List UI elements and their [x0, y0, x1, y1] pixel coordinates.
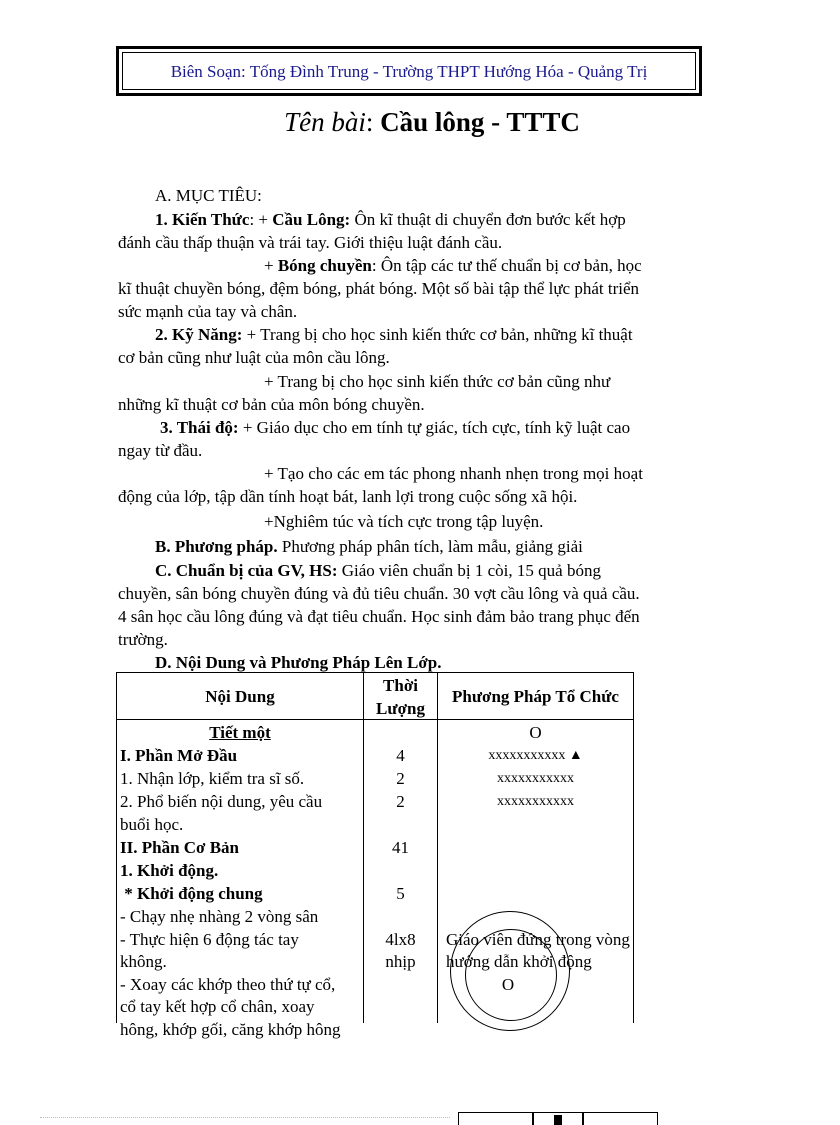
k1-colon: : +: [249, 210, 273, 229]
col-header-time-1: Thời: [383, 676, 418, 695]
col-header-content: Nội Dung: [205, 687, 275, 706]
k3b-line2: động của lớp, tập dần tính hoạt bát, lanh lợi trong cuộc sống xã hội.: [118, 487, 578, 506]
k1b-line3: sức mạnh của tay và chân.: [118, 302, 298, 321]
row-content: I. Phần Mở Đầu: [120, 746, 238, 765]
row-time: 4: [396, 746, 405, 765]
k2-label: 2. Kỹ Năng:: [155, 325, 243, 344]
page-title: [24, 106, 840, 138]
row-content: Tiết một: [209, 723, 271, 742]
section-c-line2: chuyền, sân bóng chuyền đúng và đủ tiêu chuẩn. 30 vợt cầu lông và quả cầu.: [118, 584, 640, 603]
row-content: hông, khớp gối, căng khớp hông: [120, 1020, 341, 1039]
row-content: không.: [120, 952, 167, 971]
section-c-line1: [155, 559, 601, 582]
k1b-text: : Ôn tập các tư thế chuẩn bị cơ bản, học: [371, 256, 642, 275]
footer-box-middle: [532, 1112, 584, 1125]
k1b-line1: [264, 254, 642, 277]
row-method: hướng dẫn khởi động: [446, 952, 592, 971]
row-time: nhịp: [385, 952, 416, 971]
k3-line2: ngay từ đầu.: [118, 441, 203, 460]
row-content: II. Phần Cơ Bản: [120, 838, 240, 857]
footer-box-right: [582, 1112, 658, 1125]
section-b-label: B. Phương pháp.: [155, 537, 278, 556]
header-box: [116, 46, 702, 96]
k2-line1: [155, 323, 633, 346]
col-header-method: Phương Pháp Tổ Chức: [452, 687, 619, 706]
k3c-line1: +Nghiêm túc và tích cực trong tập luyện.: [264, 512, 544, 531]
row-method: xxxxxxxxxxx: [497, 794, 574, 809]
footer-marker: [554, 1115, 562, 1125]
k3-line1: [160, 416, 630, 439]
lesson-table: [116, 672, 634, 1039]
row-content: - Chạy nhẹ nhàng 2 vòng sân: [120, 907, 319, 926]
row-method: xxxxxxxxxxx: [497, 771, 574, 786]
row-time: 41: [392, 838, 409, 857]
k1b-sub: Bóng chuyền: [277, 256, 372, 275]
section-c-line4: trường.: [118, 630, 168, 649]
row-content: 2. Phổ biến nội dung, yêu cầu: [120, 792, 323, 811]
warmup-circle-inner: [465, 929, 557, 1021]
row-content: 1. Nhận lớp, kiểm tra sĩ số.: [120, 769, 305, 788]
section-d-heading-text: D. Nội Dung và Phương Pháp Lên Lớp.: [155, 653, 442, 672]
row-time: 2: [396, 769, 405, 788]
section-b-text: Phương pháp phân tích, làm mẫu, giảng giải: [277, 537, 583, 556]
k1b-prefix: +: [264, 256, 278, 275]
row-time: 2: [396, 792, 405, 811]
section-a-heading: A. MỤC TIÊU:: [155, 186, 262, 205]
header-author-line: Biên Soạn: Tống Đình Trung - Trường THPT Hướng Hóa - Quảng Trị: [122, 52, 696, 90]
k2b-line2: những kĩ thuật cơ bản của môn bóng chuyền.: [118, 395, 425, 414]
k1b-line2: kĩ thuật chuyền bóng, đệm bóng, phát bóng. Một số bài tập thể lực phát triển: [118, 279, 640, 298]
row-content: 1. Khởi động.: [120, 861, 219, 880]
title-sep: :: [365, 107, 381, 137]
section-d-heading: [155, 651, 441, 674]
col-header-time-2: Lượng: [376, 699, 425, 718]
k2-text: + Trang bị cho học sinh kiến thức cơ bản, những kĩ thuật: [242, 325, 633, 344]
section-c-text: Giáo viên chuẩn bị 1 còi, 15 quả bóng: [337, 561, 601, 580]
row-method: O: [529, 723, 542, 742]
k1-sub: Cầu Lông:: [272, 210, 351, 229]
k1-line2: đánh cầu thấp thuận và trái tay. Giới thiệu luật đánh cầu.: [118, 233, 503, 252]
footer-dotted-line: [40, 1117, 450, 1118]
k1-label: 1. Kiến Thức: [155, 210, 250, 229]
section-c-label: C. Chuẩn bị của GV, HS:: [155, 561, 338, 580]
k2-line2: cơ bản cũng như luật của môn cầu lông.: [118, 348, 390, 367]
row-method: xxxxxxxxxxx ▲: [488, 748, 583, 763]
row-method: Giáo viên đứng trong vòng: [446, 930, 630, 949]
row-time: 5: [396, 884, 405, 903]
footer-box-left: [458, 1112, 534, 1125]
row-content: - Thực hiện 6 động tác tay: [120, 930, 299, 949]
k3b-line1: + Tạo cho các em tác phong nhanh nhẹn trong mọi hoạt: [264, 464, 643, 483]
k1-line1: [155, 208, 626, 231]
row-content: buổi học.: [120, 815, 184, 834]
row-time: 4lx8: [385, 930, 416, 949]
section-c-line3: 4 sân học cầu lông đúng và đạt tiêu chuẩn. Học sinh đảm bảo trang phục đến: [118, 607, 640, 626]
row-content: - Xoay các khớp theo thứ tự cổ,: [120, 975, 336, 994]
k3-label: 3. Thái độ:: [160, 418, 239, 437]
k2b-line1: + Trang bị cho học sinh kiến thức cơ bản cũng như: [264, 372, 611, 391]
k1-text: Ôn kĩ thuật di chuyển đơn bước kết hợp: [350, 210, 626, 229]
k3-text: + Giáo dục cho em tính tự giác, tích cực, tính kỹ luật cao: [238, 418, 631, 437]
section-b: [155, 535, 583, 558]
title-label: Tên bài: [284, 107, 366, 137]
row-content: * Khởi động chung: [120, 884, 263, 903]
title-value: Cầu lông - TTTC: [380, 107, 580, 137]
row-content: cổ tay kết hợp cổ chân, xoay: [120, 997, 315, 1016]
row-method: O: [501, 975, 515, 994]
